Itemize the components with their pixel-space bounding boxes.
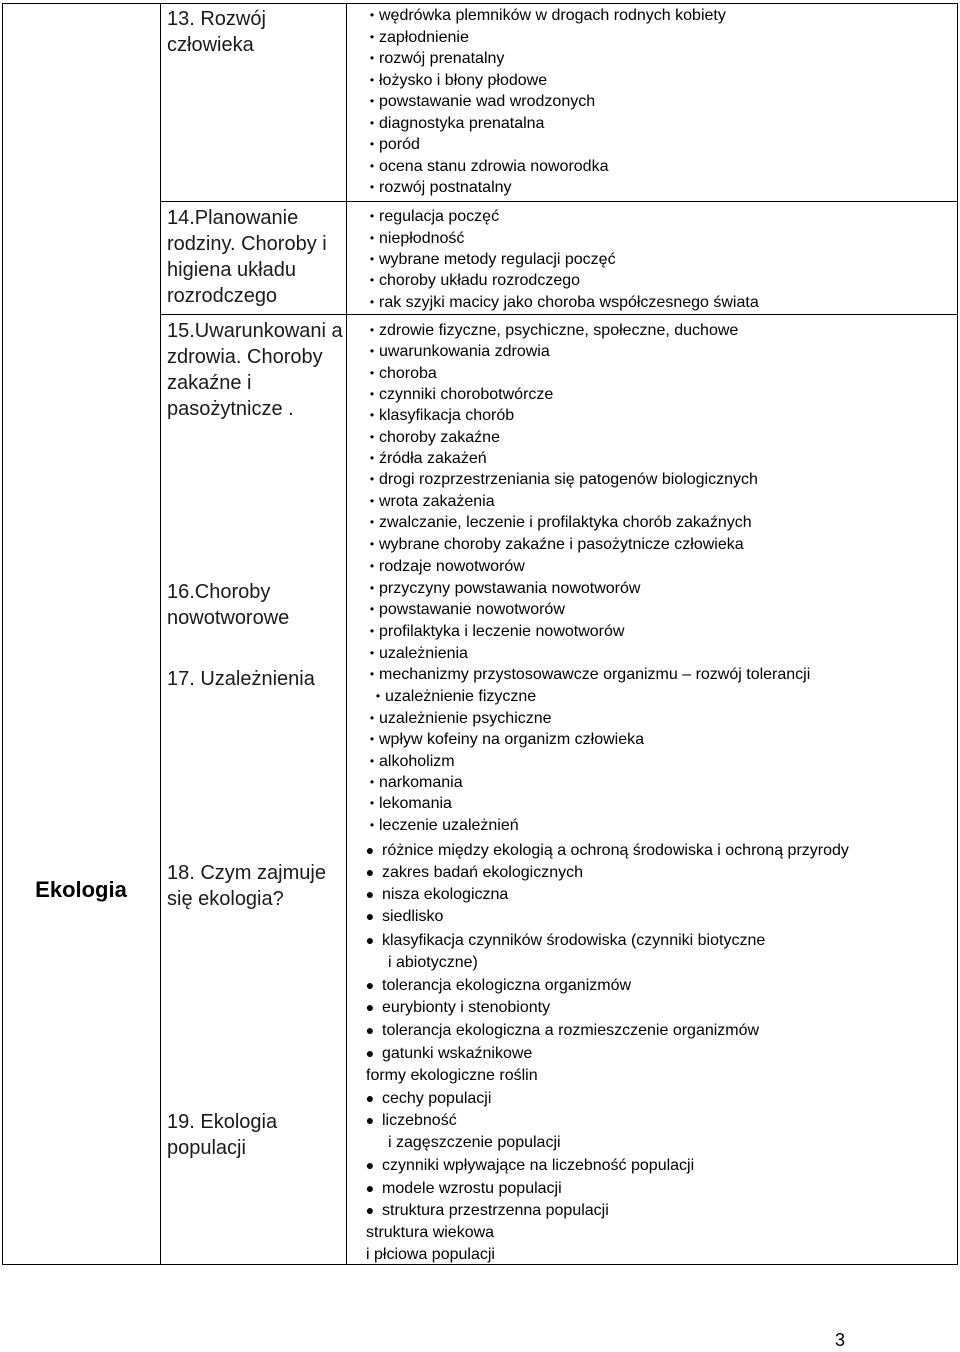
list-item-text: czynniki chorobotwórcze — [379, 386, 554, 403]
list-item — [360, 862, 583, 883]
list-item — [366, 228, 464, 249]
list-item-text: klasyfikacja chorób — [379, 407, 515, 424]
list-item — [366, 427, 500, 448]
topic-14: 14.Planowanie rodziny. Choroby i higiena układu rozrodczego — [167, 207, 327, 307]
list-item — [366, 341, 550, 362]
list-item-text: regulacja poczęć — [379, 208, 500, 225]
list-item — [366, 134, 420, 155]
bullet-icon: • — [369, 537, 375, 551]
list-item — [366, 448, 487, 469]
list-item-text: wybrane metody regulacji poczęć — [379, 251, 616, 268]
list-item — [366, 578, 640, 599]
list-item-text: drogi rozprzestrzeniania się patogenów biologicznych — [379, 471, 758, 488]
topic-19: 19. Ekologia populacji — [167, 1111, 278, 1159]
list-item-text: cechy populacji — [382, 1090, 492, 1107]
bullet-icon: ● — [365, 977, 375, 993]
bullet-icon: ● — [365, 999, 375, 1015]
list-item-text: siedlisko — [382, 908, 444, 925]
list-item: i abiotyczne) — [388, 954, 478, 971]
list-item: struktura wiekowa — [366, 1224, 495, 1241]
bullet-icon: • — [369, 30, 375, 44]
bullet-icon: • — [369, 116, 375, 130]
list-item-text: rozwój prenatalny — [379, 50, 505, 67]
list-item — [366, 5, 726, 26]
list-item-text: struktura przestrzenna populacji — [382, 1202, 609, 1219]
list-item-text: choroba — [379, 365, 437, 382]
list-item — [366, 815, 519, 836]
list-item — [366, 320, 738, 341]
bullet-icon: • — [369, 581, 375, 595]
bullet-icon: • — [369, 209, 375, 223]
list-item — [366, 664, 810, 685]
list-item-text: choroby układu rozrodczego — [379, 272, 581, 289]
list-item-text: powstawanie nowotworów — [379, 601, 565, 618]
bullet-icon: • — [369, 624, 375, 638]
list-item — [366, 206, 499, 227]
bullet-icon: • — [369, 775, 375, 789]
bullet-icon: ● — [365, 932, 375, 948]
list-item-text: źródła zakażeń — [379, 450, 487, 467]
list-item-text: tolerancja ekologiczna a rozmieszczenie organizmów — [382, 1022, 760, 1039]
bullet-icon: • — [369, 818, 375, 832]
bullet-icon: • — [369, 94, 375, 108]
bullet-icon: • — [369, 252, 375, 266]
list-item — [366, 177, 512, 198]
list-item-text: rodzaje nowotworów — [379, 558, 525, 575]
topic-15: 15.Uwarunkowani a zdrowia. Choroby zakaźne i pasożytnicze . — [167, 320, 343, 420]
list-item — [366, 292, 759, 313]
list-item: i płciowa populacji — [366, 1246, 495, 1263]
list-item: formy ekologiczne roślin — [366, 1067, 538, 1084]
bullet-icon: • — [369, 559, 375, 573]
list-item-text: leczenie uzależnień — [379, 817, 519, 834]
list-item-text: diagnostyka prenatalna — [379, 115, 545, 132]
list-item-text: wrota zakażenia — [379, 493, 495, 510]
list-item-text: profilaktyka i leczenie nowotworów — [379, 623, 625, 640]
bullet-icon: • — [369, 273, 375, 287]
list-item — [360, 1155, 694, 1176]
list-item-text: zwalczanie, leczenie i profilaktyka chorób zakaźnych — [379, 514, 752, 531]
bullet-icon: • — [369, 408, 375, 422]
list-item — [366, 384, 553, 405]
list-item-text: uzależnienie psychiczne — [379, 710, 552, 727]
bullet-icon: • — [369, 515, 375, 529]
list-item-text: alkoholizm — [379, 753, 455, 770]
bullet-icon: • — [369, 8, 375, 22]
list-item-text: zakres badań ekologicznych — [382, 864, 584, 881]
list-item — [360, 997, 550, 1018]
topic-13: 13. Rozwój człowieka — [167, 8, 266, 56]
list-item-text: lekomania — [379, 795, 452, 812]
list-item-text: niepłodność — [379, 230, 465, 247]
list-item — [366, 491, 495, 512]
list-item-text: rozwój postnatalny — [379, 179, 512, 196]
list-item — [366, 643, 468, 664]
bullet-icon: • — [369, 366, 375, 380]
bullet-icon: • — [369, 754, 375, 768]
list-item-text: różnice między ekologią a ochroną środowiska i ochroną przyrody — [382, 842, 849, 859]
topic-17: 17. Uzależnienia — [167, 668, 315, 690]
list-item — [366, 156, 608, 177]
bullet-icon: ● — [365, 1022, 375, 1038]
list-item-text: czynniki wpływające na liczebność populacji — [382, 1157, 695, 1174]
bullet-icon: ● — [365, 1157, 375, 1173]
list-item — [366, 405, 514, 426]
bullet-icon: ● — [365, 1090, 375, 1106]
list-item — [360, 1110, 457, 1131]
bullet-icon: • — [369, 430, 375, 444]
list-item-text: mechanizmy przystosowawcze organizmu – rozwój tolerancji — [379, 666, 811, 683]
bullet-icon: • — [369, 796, 375, 810]
list-item-text: wpływ kofeiny na organizm człowieka — [379, 731, 644, 748]
list-item — [360, 1088, 491, 1109]
list-item — [366, 249, 616, 270]
table-border-col2 — [346, 3, 347, 1265]
list-item — [360, 1020, 759, 1041]
bullet-icon: • — [375, 689, 381, 703]
list-item — [360, 1178, 562, 1199]
bullet-icon: • — [369, 180, 375, 194]
list-item-text: nisza ekologiczna — [382, 886, 509, 903]
list-item-text: tolerancja ekologiczna organizmów — [382, 977, 632, 994]
bullet-icon: ● — [365, 1180, 375, 1196]
list-item-text: gatunki wskaźnikowe — [382, 1045, 533, 1062]
list-item-text: poród — [379, 136, 420, 153]
bullet-icon: ● — [365, 1202, 375, 1218]
list-item — [360, 840, 849, 861]
list-item-text: uzależnienia — [379, 645, 468, 662]
bullet-icon: • — [369, 159, 375, 173]
list-item — [366, 556, 525, 577]
list-item — [366, 512, 752, 533]
bullet-icon: ● — [365, 842, 375, 858]
list-item-text: uwarunkowania zdrowia — [379, 343, 550, 360]
bullet-icon: • — [369, 451, 375, 465]
bullet-icon: • — [369, 323, 375, 337]
table-border-top — [2, 3, 958, 4]
list-item — [366, 363, 437, 384]
list-item — [366, 27, 469, 48]
row-divider-2 — [160, 314, 958, 315]
list-item — [366, 270, 580, 291]
list-item-text: rak szyjki macicy jako choroba współczesnego świata — [379, 294, 759, 311]
list-item-text: narkomania — [379, 774, 463, 791]
table-border-col1 — [160, 3, 161, 1265]
bullet-icon: • — [369, 667, 375, 681]
bullet-icon: • — [369, 602, 375, 616]
bullet-icon: • — [369, 137, 375, 151]
topic-16: 16.Choroby nowotworowe — [167, 581, 290, 629]
list-item-text: uzależnienie fizyczne — [385, 688, 537, 705]
list-item — [366, 772, 463, 793]
list-item-text: ocena stanu zdrowia noworodka — [379, 158, 609, 175]
topic-18: 18. Czym zajmuje się ekologia? — [167, 862, 326, 910]
list-item — [366, 793, 452, 814]
list-item — [366, 469, 758, 490]
bullet-icon: ● — [365, 864, 375, 880]
list-item — [360, 975, 631, 996]
table-border-right — [957, 3, 958, 1265]
list-item-text: eurybionty i stenobionty — [382, 999, 551, 1016]
list-item — [366, 708, 552, 729]
list-item — [360, 884, 508, 905]
bullet-icon: • — [369, 472, 375, 486]
list-item-text: łożysko i błony płodowe — [379, 72, 548, 89]
bullet-icon: • — [369, 732, 375, 746]
bullet-icon: • — [369, 51, 375, 65]
bullet-icon: ● — [365, 1045, 375, 1061]
list-item — [360, 1043, 532, 1064]
bullet-icon: ● — [365, 1112, 375, 1128]
list-item — [360, 1200, 609, 1221]
bullet-icon: • — [369, 231, 375, 245]
list-item-text: zapłodnienie — [379, 29, 469, 46]
bullet-icon: • — [369, 344, 375, 358]
list-item-text: powstawanie wad wrodzonych — [379, 93, 596, 110]
bullet-icon: ● — [365, 908, 375, 924]
bullet-icon: • — [369, 711, 375, 725]
list-item-text: klasyfikacja czynników środowiska (czynniki biotyczne — [382, 932, 766, 949]
list-item-text: wybrane choroby zakaźne i pasożytnicze człowieka — [379, 536, 744, 553]
bullet-icon: • — [369, 387, 375, 401]
list-item — [372, 686, 536, 707]
list-item — [360, 930, 765, 951]
row-divider-1 — [160, 201, 958, 202]
page-number: 3 — [835, 1330, 846, 1350]
bullet-icon: • — [369, 73, 375, 87]
domain-label: Ekologia — [35, 877, 127, 902]
list-item — [366, 113, 544, 134]
list-item — [366, 599, 565, 620]
table-border-left — [2, 3, 3, 1265]
bullet-icon: • — [369, 494, 375, 508]
list-item-text: zdrowie fizyczne, psychiczne, społeczne, duchowe — [379, 322, 739, 339]
bullet-icon: • — [369, 646, 375, 660]
list-item — [360, 906, 443, 927]
bullet-icon: • — [369, 295, 375, 309]
list-item — [366, 534, 744, 555]
list-item: i zagęszczenie populacji — [388, 1134, 561, 1151]
list-item — [366, 621, 624, 642]
list-item — [366, 751, 455, 772]
list-item — [366, 48, 504, 69]
list-item-text: modele wzrostu populacji — [382, 1180, 562, 1197]
list-item-text: liczebność — [382, 1112, 457, 1129]
bullet-icon: ● — [365, 886, 375, 902]
list-item-text: przyczyny powstawania nowotworów — [379, 580, 641, 597]
list-item — [366, 91, 595, 112]
list-item — [366, 729, 644, 750]
list-item — [366, 70, 547, 91]
list-item-text: choroby zakaźne — [379, 429, 500, 446]
list-item-text: wędrówka plemników w drogach rodnych kobiety — [379, 7, 726, 24]
